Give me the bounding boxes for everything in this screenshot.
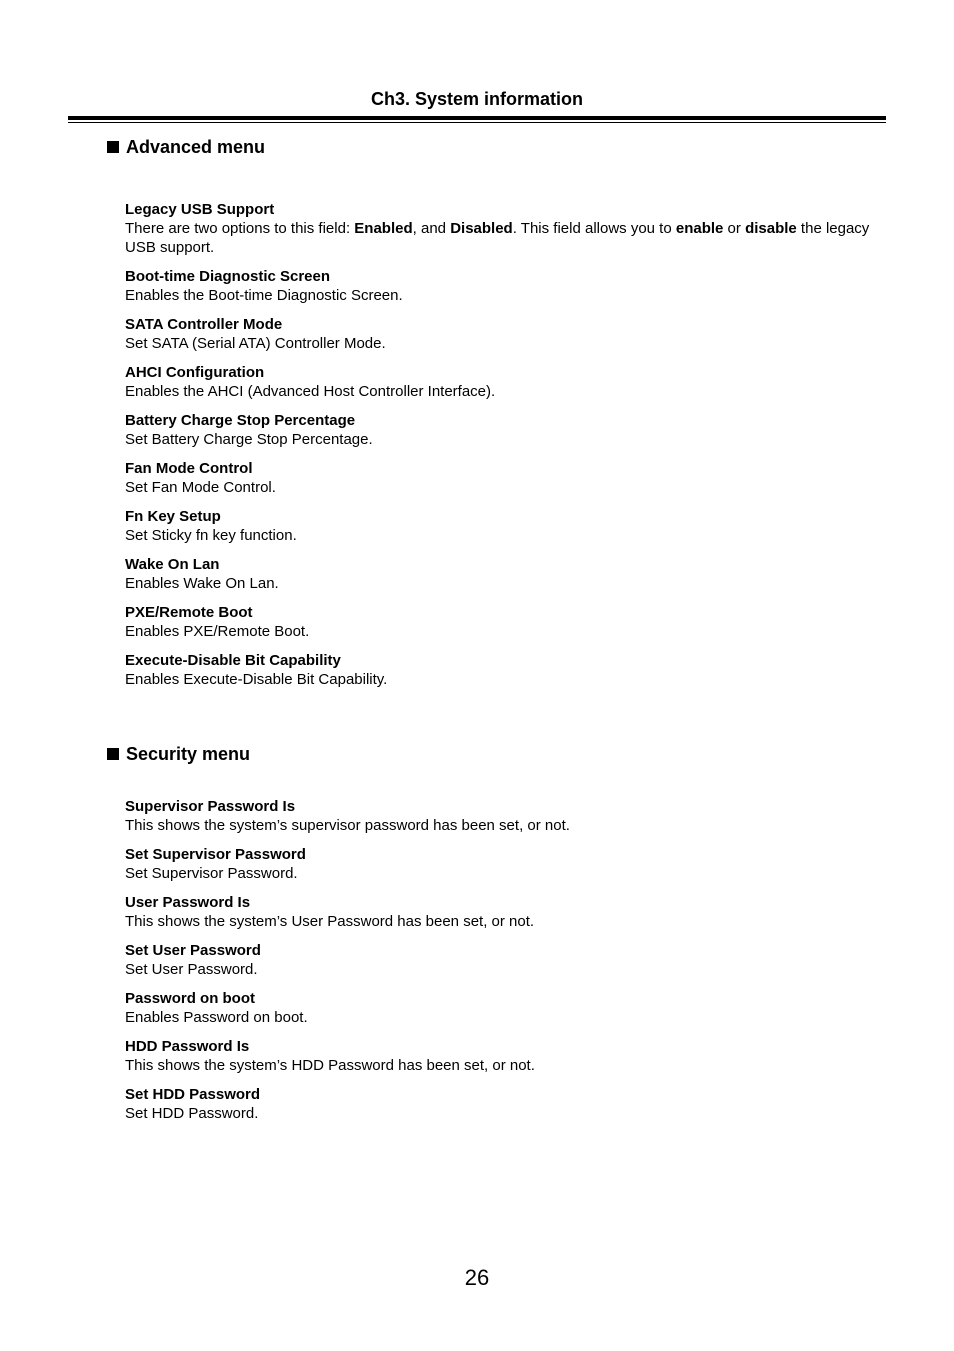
security-menu-section	[107, 743, 887, 1123]
advanced-menu-heading-text: Advanced menu	[126, 137, 266, 157]
item-title: User Password Is	[125, 894, 251, 911]
security-menu-items	[125, 797, 875, 1123]
security-item	[125, 1085, 875, 1123]
item-description: Set SATA (Serial ATA) Controller Mode.	[125, 335, 386, 352]
item-title: Execute-Disable Bit Capability	[125, 652, 341, 669]
item-description: Enables Execute-Disable Bit Capability.	[125, 671, 388, 688]
item-title: SATA Controller Mode	[125, 316, 283, 333]
security-menu-heading	[107, 743, 887, 765]
item-title: HDD Password Is	[125, 1038, 250, 1055]
security-menu-heading-text: Security menu	[126, 744, 251, 764]
item-title: Legacy USB Support	[125, 201, 275, 218]
item-description: Enables the Boot-time Diagnostic Screen.	[125, 287, 403, 304]
advanced-item	[125, 315, 875, 353]
desc-text: , and	[412, 220, 451, 237]
item-title: Fn Key Setup	[125, 508, 221, 525]
item-description: This shows the system’s User Password has been set, or not.	[125, 913, 535, 930]
item-description: Enables the AHCI (Advanced Host Controller Interface).	[125, 383, 496, 400]
item-description: This shows the system’s HDD Password has been set, or not.	[125, 1057, 535, 1074]
item-description: Set Fan Mode Control.	[125, 479, 276, 496]
security-item	[125, 941, 875, 979]
advanced-item	[125, 267, 875, 305]
security-item	[125, 893, 875, 931]
advanced-item	[125, 603, 875, 641]
security-item	[125, 1037, 875, 1075]
item-description: Set HDD Password.	[125, 1105, 259, 1122]
advanced-item	[125, 459, 875, 497]
item-title: Set User Password	[125, 942, 261, 959]
item-title: Fan Mode Control	[125, 460, 253, 477]
security-item	[125, 845, 875, 883]
page-number: 26	[464, 1265, 490, 1290]
security-item	[125, 989, 875, 1027]
desc-enabled-bold: Enabled	[354, 220, 413, 237]
advanced-item	[125, 507, 875, 545]
security-item	[125, 797, 875, 835]
advanced-item-legacy-usb	[125, 200, 875, 257]
advanced-item	[125, 411, 875, 449]
advanced-menu-heading	[107, 136, 887, 158]
item-title: PXE/Remote Boot	[125, 604, 253, 621]
chapter-header: Ch3. System information	[370, 89, 584, 109]
item-description	[125, 219, 875, 257]
item-title: Wake On Lan	[125, 556, 220, 573]
item-title: Set HDD Password	[125, 1086, 261, 1103]
desc-disable-bold: disable	[745, 220, 797, 237]
item-description: Set Battery Charge Stop Percentage.	[125, 431, 373, 448]
item-title: Battery Charge Stop Percentage	[125, 412, 356, 429]
item-description: Set Sticky fn key function.	[125, 527, 297, 544]
advanced-item	[125, 651, 875, 689]
item-description: Enables PXE/Remote Boot.	[125, 623, 310, 640]
desc-text: There are two options to this field:	[125, 220, 355, 237]
header-rule-thin	[68, 122, 886, 123]
square-bullet-icon	[107, 141, 119, 153]
desc-text: or	[723, 220, 746, 237]
item-title: AHCI Configuration	[125, 364, 265, 381]
item-description: Enables Password on boot.	[125, 1009, 308, 1026]
advanced-item	[125, 363, 875, 401]
desc-disabled-bold: Disabled	[450, 220, 513, 237]
item-title: Boot-time Diagnostic Screen	[125, 268, 331, 285]
item-title: Password on boot	[125, 990, 256, 1007]
desc-enable-bold: enable	[675, 220, 724, 237]
desc-text: the legacy USB support.	[125, 220, 870, 256]
item-title: Supervisor Password Is	[125, 798, 296, 815]
item-description: Set User Password.	[125, 961, 258, 978]
advanced-menu-section	[107, 136, 887, 689]
desc-text: . This field allows you to	[512, 220, 676, 237]
item-description: Enables Wake On Lan.	[125, 575, 279, 592]
item-title: Set Supervisor Password	[125, 846, 306, 863]
header-rule-thick	[68, 116, 886, 120]
square-bullet-icon	[107, 748, 119, 760]
item-description: Set Supervisor Password.	[125, 865, 298, 882]
advanced-item	[125, 555, 875, 593]
advanced-menu-items	[125, 200, 875, 689]
item-description: This shows the system’s supervisor password has been set, or not.	[125, 817, 570, 834]
